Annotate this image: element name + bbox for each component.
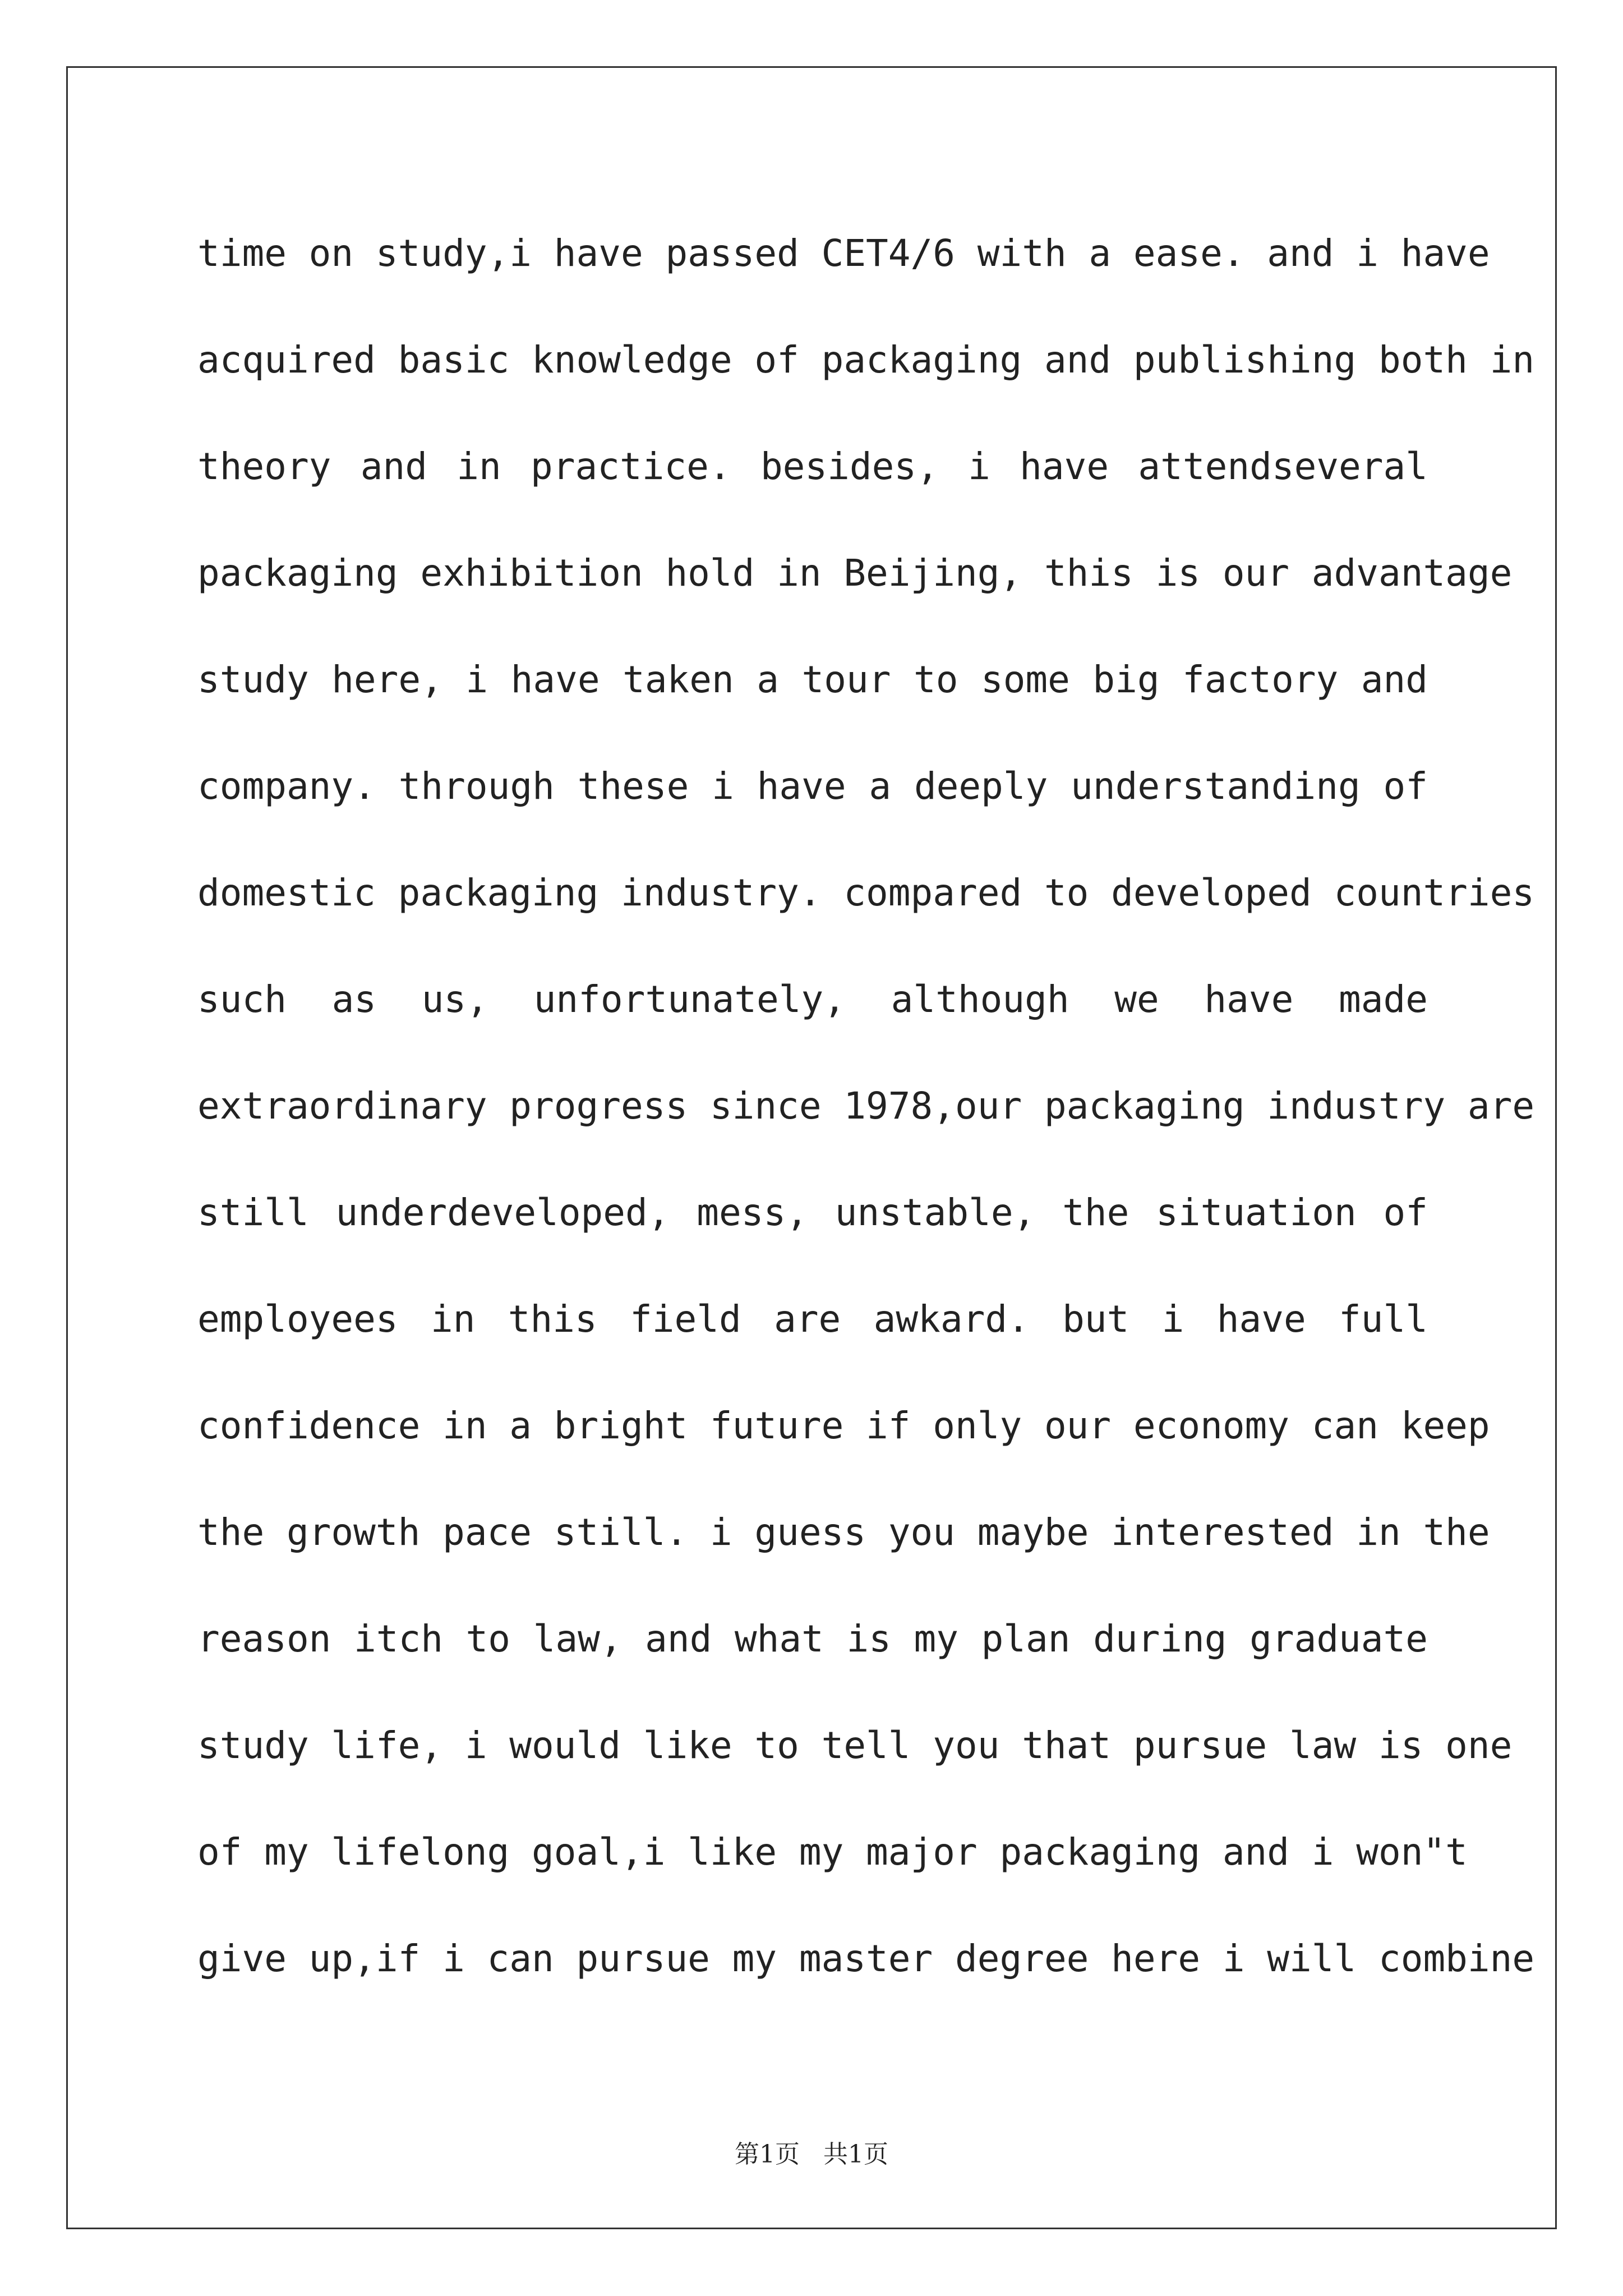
- text-line: theory and in practice. besides, i have attendseveral: [197, 445, 1428, 488]
- text-line: extraordinary progress since 1978,our packaging industry are: [197, 1084, 1535, 1128]
- text-line: acquired basic knowledge of packaging and publishing both in: [197, 338, 1535, 381]
- text-line: employees in this field are awkard. but i have full: [197, 1297, 1428, 1341]
- text-line: still underdeveloped, mess, unstable, the situation of: [197, 1191, 1428, 1234]
- page-number-footer: 第1页 共1页: [735, 2140, 888, 2169]
- document-body: [197, 220, 1535, 2032]
- text-line: of my lifelong goal,i like my major packaging and i won"t: [197, 1830, 1468, 1874]
- text-line: give up,if i can pursue my master degree here i will combine: [197, 1937, 1535, 1980]
- text-line: reason itch to law, and what is my plan during graduate: [197, 1617, 1428, 1660]
- text-line: domestic packaging industry. compared to developed countries: [197, 871, 1535, 914]
- text-line: packaging exhibition hold in Beijing, this is our advantage: [197, 551, 1513, 595]
- text-line: confidence in a bright future if only our economy can keep: [197, 1404, 1490, 1447]
- text-line: the growth pace still. i guess you maybe interested in the: [197, 1511, 1490, 1554]
- text-line: time on study,i have passed CET4/6 with a ease. and i have: [197, 232, 1490, 275]
- text-line: study here, i have taken a tour to some big factory and: [197, 658, 1428, 701]
- text-line: such as us, unfortunately, although we have made: [197, 978, 1428, 1021]
- text-line: study life, i would like to tell you that pursue law is one: [197, 1724, 1513, 1767]
- text-line: company. through these i have a deeply understanding of: [197, 765, 1428, 808]
